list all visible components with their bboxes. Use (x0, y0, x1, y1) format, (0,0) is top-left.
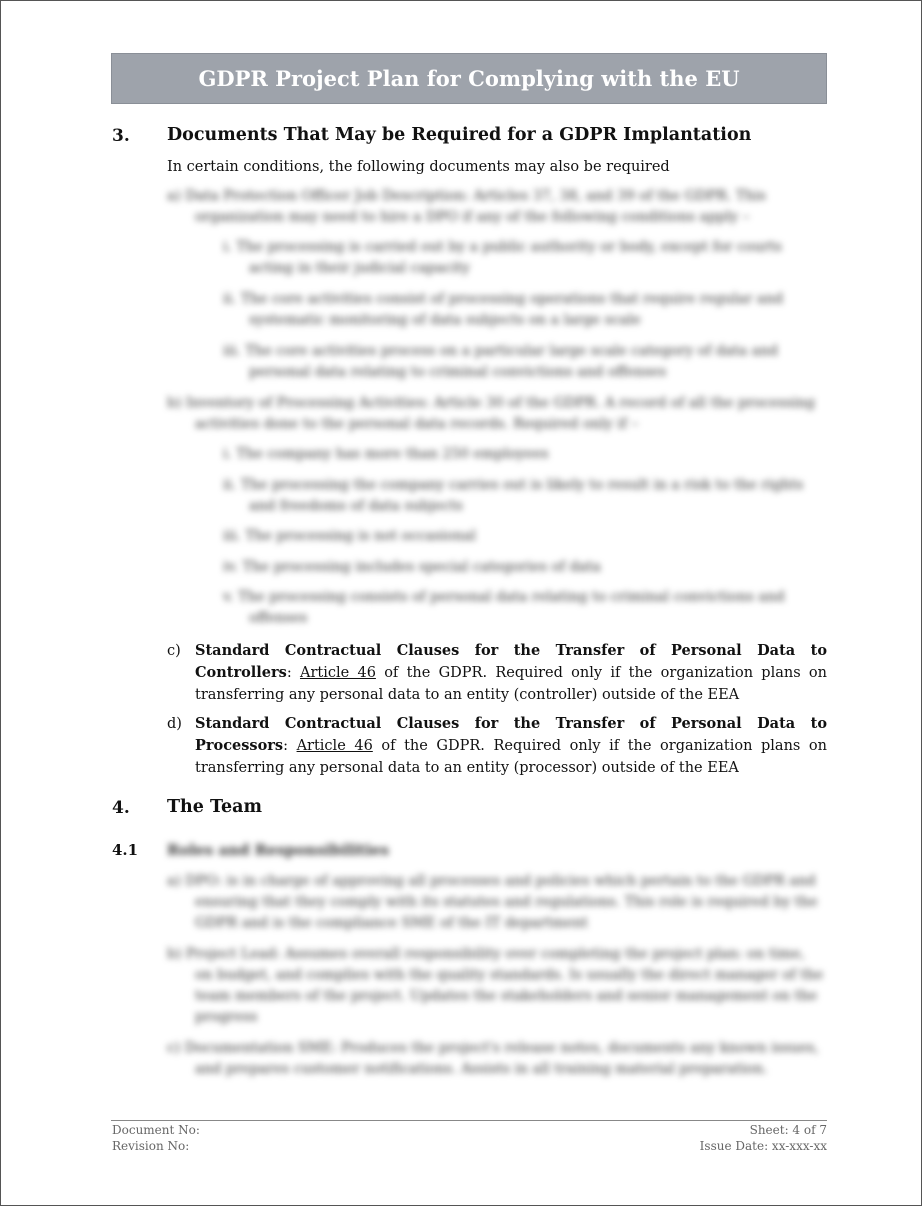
item-d-text: of the GDPR. Required only if the organization plans on transferring any personal data to an entity (processor) outside of the EEA (195, 738, 827, 776)
colon: : (283, 738, 288, 754)
section-3-title: Documents That May be Required for a GDPR Implantation (167, 125, 752, 145)
blurred-line: ii. The core activities consist of processing operations that require regular and (223, 291, 784, 307)
blurred-line: offenses (249, 610, 308, 626)
blurred-line: c) Documentation SME: Produces the project's release notes, documents any known issues, (167, 1040, 819, 1056)
list-item-body (195, 640, 827, 706)
item-c-text: of the GDPR. Required only if the organization plans on transferring any personal data to an entity (controller) outside of the EEA (195, 665, 827, 703)
blurred-subsection-title: Roles and Responsibilities (167, 841, 389, 859)
blurred-line: progress (195, 1009, 258, 1025)
list-item-c (167, 640, 827, 706)
blurred-line: a) Data Protection Officer Job Description: Articles 37, 38, and 39 of the GDPR. This (167, 188, 766, 204)
blurred-line: activities done to the personal data records. Required only if – (195, 416, 639, 432)
footer-sheet: Sheet: 4 of 7 (749, 1123, 827, 1137)
article-46-link[interactable]: Article 46 (296, 738, 373, 754)
blurred-line: and freedoms of data subjects (249, 498, 463, 514)
blurred-line: and prepares customer notifications. Assists in all training material preparation. (195, 1061, 768, 1077)
blurred-line: personal data relating to criminal convictions and offenses (249, 364, 667, 380)
section-3-number: 3. (112, 126, 130, 146)
document-title: GDPR Project Plan for Complying with the EU (198, 66, 740, 91)
colon: : (286, 665, 292, 681)
item-c-title: Standard Contractual Clauses for the Transfer of Personal Data to Controllers (195, 642, 827, 681)
list-item-letter: c) (167, 643, 181, 659)
blurred-line: ii. The processing the company carries out is likely to result in a risk to the rights (223, 477, 804, 493)
blurred-line: ensuring that they comply with its statutes and regulations. This role is required by the (195, 894, 818, 910)
document-title-banner (111, 53, 827, 104)
blurred-line: organization may need to hire a DPO if any of the following conditions apply – (195, 209, 750, 225)
footer-issue-date: Issue Date: xx-xxx-xx (699, 1139, 827, 1153)
article-46-link[interactable]: Article 46 (299, 665, 376, 681)
blurred-line: i. The company has more than 250 employees (223, 446, 549, 462)
list-item-letter: d) (167, 716, 182, 732)
section-3-intro: In certain conditions, the following documents may also be required (167, 159, 670, 175)
footer-divider (111, 1120, 827, 1121)
blurred-line: team members of the project. Updates the stakeholders and senior management on the (195, 988, 818, 1004)
blurred-line: iii. The processing is not occasional (223, 528, 476, 544)
blurred-line: GDPR and is the compliance SME of the IT department (195, 915, 588, 931)
section-4-number: 4. (112, 798, 130, 818)
blurred-line: on budget, and complies with the quality standards. Is usually the direct manager of the (195, 967, 824, 983)
footer-document-no: Document No: (112, 1123, 200, 1137)
item-d-title: Standard Contractual Clauses for the Transfer of Personal Data to Processors (195, 715, 827, 754)
section-4-1-number: 4.1 (112, 841, 139, 859)
blurred-line: systematic monitoring of data subjects on a large scale (249, 312, 641, 328)
section-4-title: The Team (167, 797, 262, 817)
blurred-line: b) Inventory of Processing Activities: Article 30 of the GDPR. A record of all the processing (167, 395, 815, 411)
blurred-line: acting in their judicial capacity (249, 260, 470, 276)
blurred-line: iv. The processing includes special categories of data (223, 559, 601, 575)
blurred-line: v. The processing consists of personal data relating to criminal convictions and (223, 589, 785, 605)
footer-revision-no: Revision No: (112, 1139, 190, 1153)
blurred-line: i. The processing is carried out by a public authority or body, except for courts (223, 239, 782, 255)
blurred-line: b) Project Lead: Assumes overall responsibility over completing the project plan: on time, (167, 946, 805, 962)
list-item-d (167, 713, 827, 779)
blurred-line: iii. The core activities process on a particular large scale category of data and (223, 343, 778, 359)
blurred-line: a) DPO: is in charge of approving all processes and policies which pertain to the GDPR and (167, 873, 816, 889)
list-item-body (195, 713, 827, 779)
